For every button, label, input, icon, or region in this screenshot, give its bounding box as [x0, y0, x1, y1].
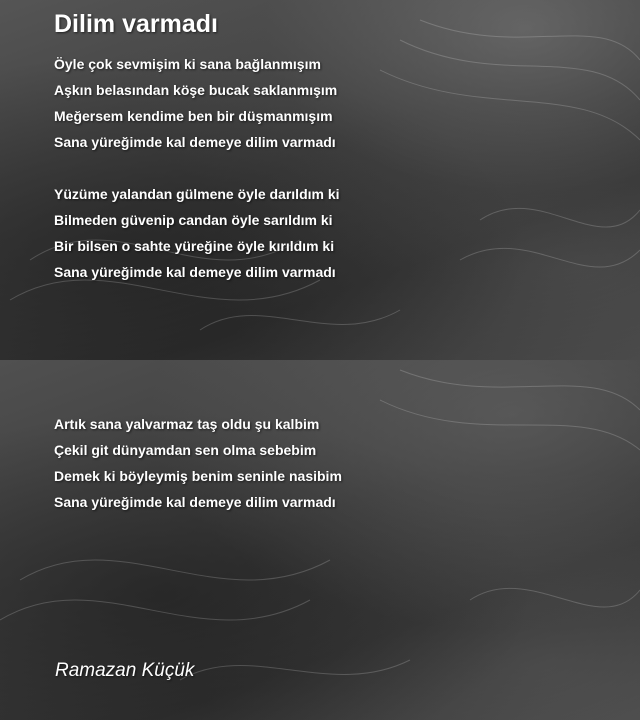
stanza-3 — [54, 411, 342, 515]
poem-line: Meğersem kendime ben bir düşmanmışım — [54, 108, 333, 124]
author-name: Ramazan Küçük — [55, 660, 195, 681]
poem-line: Sana yüreğimde kal demeye dilim varmadı — [54, 134, 336, 150]
poem-line: Demek ki böyleymiş benim seninle nasibim — [54, 468, 342, 484]
poem-line: Sana yüreğimde kal demeye dilim varmadı — [54, 264, 336, 280]
poem-title: Dilim varmadı — [54, 10, 218, 38]
poem-line: Artık sana yalvarmaz taş oldu şu kalbim — [54, 416, 320, 432]
poem-line: Bir bilsen o sahte yüreğine öyle kırıldım ki — [54, 238, 335, 254]
poem-line: Öyle çok sevmişim ki sana bağlanmışım — [54, 56, 321, 72]
stanza-1 — [54, 51, 337, 155]
poem-line: Çekil git dünyamdan sen olma sebebim — [54, 442, 317, 458]
poem-line: Sana yüreğimde kal demeye dilim varmadı — [54, 494, 336, 510]
poem-line: Yüzüme yalandan gülmene öyle darıldım ki — [54, 186, 340, 202]
stanza-2 — [54, 181, 340, 285]
poem-line: Bilmeden güvenip candan öyle sarıldım ki — [54, 212, 333, 228]
poem-card-bottom — [0, 360, 640, 720]
poem-line: Aşkın belasından köşe bucak saklanmışım — [54, 82, 338, 98]
